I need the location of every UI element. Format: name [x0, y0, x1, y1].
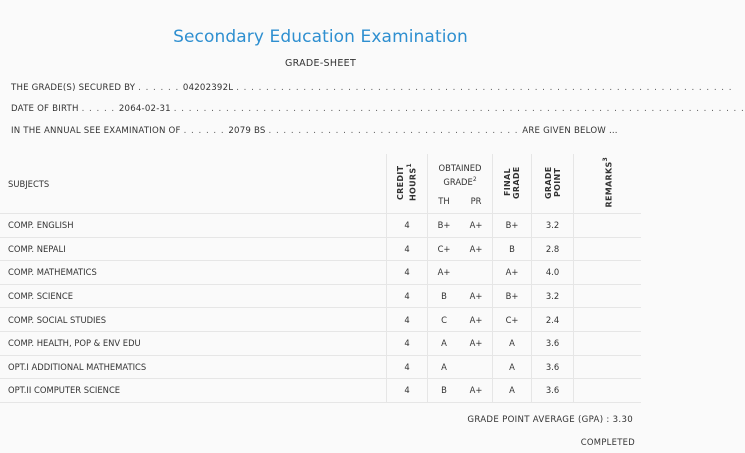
table-row [0, 331, 641, 355]
grade-point-cell: 3.6 [532, 379, 574, 403]
subject-cell: OPT.II COMPUTER SCIENCE [0, 379, 387, 403]
grade-secured-label: THE GRADE(S) SECURED BY [11, 83, 136, 93]
subject-cell: COMP. SOCIAL STUDIES [0, 308, 387, 332]
table-row [0, 214, 641, 238]
remarks-cell [574, 237, 642, 261]
credit-hours-cell: 4 [387, 214, 428, 238]
credit-hours-cell: 4 [387, 308, 428, 332]
practical-grade-cell: A+ [460, 237, 493, 261]
symbol-number: 04202392L [182, 83, 234, 93]
theory-grade-cell: C [428, 308, 461, 332]
credit-hours-cell: 4 [387, 355, 428, 379]
subjects-header: SUBJECTS [8, 178, 50, 189]
final-grade-cell: A+ [493, 261, 532, 285]
grade-point-cell: 2.4 [532, 308, 574, 332]
table-row [0, 261, 641, 285]
practical-grade-cell: A+ [460, 214, 493, 238]
final-grade-cell: B+ [493, 284, 532, 308]
credit-hours-cell: 4 [387, 237, 428, 261]
credit-hours-cell: 4 [387, 261, 428, 285]
practical-grade-cell [460, 261, 493, 285]
subject-cell: COMP. HEALTH, POP & ENV EDU [0, 331, 387, 355]
date-of-birth-line: DATE OF BIRTH . . . . . 2064-02-31 . . . . . . . . . . . . . . . . . . . . . . . . . . . . . . . . . . . . . . . . . . . . . . . . . . . . . . . . . . . . . . . . . . . . . . . . . . . . . [11, 104, 745, 114]
remarks-cell [574, 308, 642, 332]
remarks-cell [574, 355, 642, 379]
credit-hours-cell: 4 [387, 284, 428, 308]
exam-line: IN THE ANNUAL SEE EXAMINATION OF . . . . . . 2079 BS . . . . . . . . . . . . . . . . . . . . . . . . . . . . . . . . . . ARE GIVEN BELOW ... [11, 126, 618, 136]
final-grade-cell: A [493, 331, 532, 355]
subject-cell: COMP. NEPALI [0, 237, 387, 261]
final-grade-cell: A [493, 355, 532, 379]
grade-point-cell: 3.2 [532, 284, 574, 308]
grade-point-cell: 4.0 [532, 261, 574, 285]
pr-header: PR [470, 195, 482, 206]
gpa-value: 3.30 [612, 415, 633, 425]
dob-label: DATE OF BIRTH [11, 104, 79, 114]
grades-table [0, 154, 641, 403]
theory-grade-cell: B [428, 284, 461, 308]
grade-point-cell: 3.6 [532, 355, 574, 379]
gpa-summary [467, 415, 633, 425]
dob-value: 2064-02-31 [118, 104, 171, 114]
table-row [0, 308, 641, 332]
theory-grade-cell: A+ [428, 261, 461, 285]
gpa-label: GRADE POINT AVERAGE (GPA) : [467, 415, 610, 425]
practical-grade-cell: A+ [460, 379, 493, 403]
remarks-cell [574, 379, 642, 403]
credit-hours-cell: 4 [387, 331, 428, 355]
subject-cell: COMP. SCIENCE [0, 284, 387, 308]
status-text: COMPLETED [580, 437, 635, 447]
theory-grade-cell: B+ [428, 214, 461, 238]
remarks-header: REMARKS$^3$ [602, 157, 614, 208]
table-row [0, 355, 641, 379]
final-grade-cell: B [493, 237, 532, 261]
grade-sheet-heading: GRADE-SHEET [284, 58, 357, 69]
table-row [0, 284, 641, 308]
table-header-row [0, 154, 641, 214]
obtained-grade-header: OBTAINED GRADE$^2$ TH PR [428, 154, 493, 214]
grade-point-cell: 3.2 [532, 214, 574, 238]
theory-grade-cell: C+ [428, 237, 461, 261]
remarks-cell [574, 284, 642, 308]
grade-rows [0, 214, 641, 403]
exam-label: IN THE ANNUAL SEE EXAMINATION OF [11, 126, 181, 136]
final-grade-cell: A [493, 379, 532, 403]
practical-grade-cell: A+ [460, 308, 493, 332]
theory-grade-cell: A [428, 355, 461, 379]
theory-grade-cell: A [428, 331, 461, 355]
grade-secured-line: THE GRADE(S) SECURED BY . . . . . . 04202392L . . . . . . . . . . . . . . . . . . . . . . . . . . . . . . . . . . . . . . . . . . . . . . . . . . . . . . . . . . . . . . . . . . . [11, 83, 733, 93]
grade-point-cell: 3.6 [532, 331, 574, 355]
remarks-cell [574, 331, 642, 355]
credit-hours-header: CREDIT HOURS$^1$ [396, 163, 418, 202]
practical-grade-cell [460, 355, 493, 379]
subject-cell: COMP. ENGLISH [0, 214, 387, 238]
table-row [0, 237, 641, 261]
credit-hours-cell: 4 [387, 379, 428, 403]
subject-cell: OPT.I ADDITIONAL MATHEMATICS [0, 355, 387, 379]
final-grade-cell: B+ [493, 214, 532, 238]
th-header: TH [438, 195, 450, 206]
table-row [0, 379, 641, 403]
exam-year: 2079 BS [228, 126, 266, 136]
grade-point-cell: 2.8 [532, 237, 574, 261]
given-below-text: ARE GIVEN BELOW ... [522, 126, 618, 136]
final-grade-cell: C+ [493, 308, 532, 332]
practical-grade-cell: A+ [460, 331, 493, 355]
practical-grade-cell: A+ [460, 284, 493, 308]
theory-grade-cell: B [428, 379, 461, 403]
remarks-cell [574, 261, 642, 285]
final-grade-header: FINAL GRADE [503, 166, 521, 199]
subject-cell: COMP. MATHEMATICS [0, 261, 387, 285]
exam-title: Secondary Education Examination [173, 27, 468, 47]
grade-point-header: GRADE POINT [543, 166, 562, 199]
remarks-cell [574, 214, 642, 238]
